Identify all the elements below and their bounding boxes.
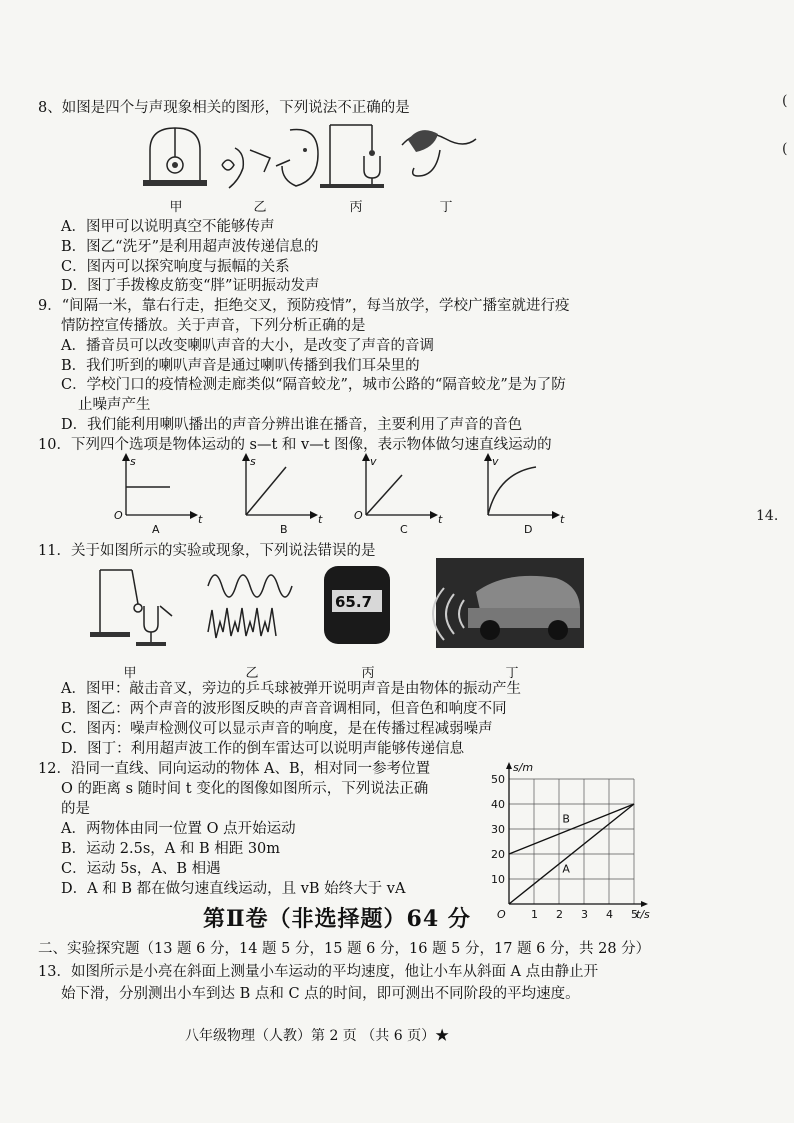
q9-stem-line2: 情防控宣传播放。关于声音，下列分析正确的是 [61, 318, 366, 334]
graph-c-xlabel: t [438, 513, 443, 526]
series-label-a: A [562, 862, 570, 876]
fork-and-ball-figure [90, 570, 172, 646]
graph-d-letter: D [524, 523, 533, 536]
x-tick-label: 2 [556, 908, 563, 921]
reversing-radar-figure [433, 558, 584, 648]
margin-question-number: 14. [756, 508, 779, 524]
q12-stem-line3: 的是 [61, 801, 90, 817]
graph-c-letter: C [400, 523, 408, 536]
q10-stem: 10．下列四个选项是物体运动的 s—t 和 v—t 图像，表示物体做匀速直线运动的 [38, 437, 552, 453]
q8-caption-bing: 丙 [349, 200, 363, 215]
q12-stem-line2: O 的距离 s 随时间 t 变化的图像如图所示，下列说法正确 [61, 781, 429, 797]
q8-option-d: D．图丁手拨橡皮筋变“胖”证明振动发声 [61, 278, 320, 294]
y-axis-label: s/m [513, 761, 534, 774]
tuning-fork-stand-figure [320, 125, 384, 188]
q9-option-a: A．播音员可以改变喇叭声音的大小，是改变了声音的音调 [61, 338, 434, 354]
graph-c-origin: O [354, 509, 363, 522]
q12-option-c: C．运动 5s，A、B 相遇 [61, 861, 221, 877]
q11-option-c: C．图丙：噪声检测仪可以显示声音的响度，是在传播过程减弱噪声 [61, 721, 493, 737]
q11-option-b: B．图乙：两个声音的波形图反映的声音音调相同，但音色和响度不同 [61, 701, 507, 717]
y-axis-arrow [506, 762, 512, 769]
section2-heading: 二、实验探究题（13 题 6 分，14 题 5 分，15 题 6 分，16 题 5 分，17 题 6 分，共 28 分） [38, 941, 651, 957]
margin-paren-1: ( [782, 93, 788, 109]
y-tick-label: 20 [491, 848, 505, 861]
graph-d [484, 453, 565, 536]
noise-meter-figure [324, 566, 390, 644]
x-axis-arrow [641, 901, 648, 907]
q8-caption-yi: 乙 [253, 200, 267, 215]
bell-jar-figure [143, 128, 207, 186]
q11-stem: 11．关于如图所示的实验或现象，下列说法错误的是 [38, 543, 376, 559]
graph-a-ylabel: s [130, 455, 136, 468]
q13-line1: 13．如图所示是小亮在斜面上测量小车运动的平均速度，他让小车从斜面 A 点由静止开 [38, 964, 599, 980]
q8-option-b: B．图乙“洗牙”是利用超声波传递信息的 [61, 239, 319, 255]
q9-option-c: C．学校门口的疫情检测走廊类似“隔音蛟龙”，城市公路的“隔音蛟龙”是为了防 [61, 377, 566, 393]
q11-caption-ding: 丁 [505, 666, 519, 681]
origin-label: O [497, 908, 506, 921]
graph-c-ylabel: v [370, 455, 377, 468]
q12-option-b: B．运动 2.5s，A 和 B 相距 30m [61, 841, 281, 857]
series-label-b: B [562, 812, 570, 826]
q8-option-a: A．图甲可以说明真空不能够传声 [61, 219, 275, 235]
q11-caption-jia: 甲 [123, 666, 137, 681]
q11-caption-bing: 丙 [361, 666, 375, 681]
q13-line2: 始下滑，分别测出小车到达 B 点和 C 点的时间，即可测出不同阶段的平均速度。 [61, 986, 580, 1002]
graph-a-xlabel: t [198, 513, 203, 526]
graph-b-xlabel: t [318, 513, 323, 526]
q12-stem-line1: 12．沿同一直线、同向运动的物体 A、B，相对同一参考位置 [38, 761, 431, 777]
q11-figures [88, 560, 588, 660]
waveform-figure [208, 575, 292, 638]
q9-stem-line1: 9．“间隔一米，靠右行走，拒绝交叉，预防疫情”，每当放学，学校广播室就进行疫 [38, 298, 570, 314]
graph-a-letter: A [152, 523, 160, 536]
y-tick-label: 50 [491, 773, 505, 786]
y-tick-label: 40 [491, 798, 505, 811]
x-tick-label: 3 [581, 908, 588, 921]
q10-graphs [110, 453, 580, 539]
q9-option-b: B．我们听到的喇叭声音是通过喇叭传播到我们耳朵里的 [61, 358, 420, 374]
q8-caption-ding: 丁 [439, 200, 453, 215]
x-tick-label: 5 [631, 908, 638, 921]
graph-b-letter: B [280, 523, 288, 536]
y-tick-label: 30 [491, 823, 505, 836]
q8-option-c: C．图丙可以探究响度与振幅的关系 [61, 259, 290, 275]
tooth-cleaning-figure [222, 148, 270, 188]
face-figure [276, 130, 318, 187]
x-axis-label: t/s [636, 908, 650, 921]
x-tick-label: 4 [606, 908, 613, 921]
q11-option-a: A．图甲：敲击音叉，旁边的乒乓球被弹开说明声音是由物体的振动产生 [61, 681, 521, 697]
q8-figures [140, 120, 480, 200]
x-tick-label: 1 [531, 908, 538, 921]
st-chart [485, 758, 665, 926]
graph-d-xlabel: t [560, 513, 565, 526]
q11-option-d: D．图丁：利用超声波工作的倒车雷达可以说明声能够传递信息 [61, 741, 465, 757]
graph-b [242, 453, 323, 536]
q11-caption-yi: 乙 [245, 666, 259, 681]
section2-title: 第Ⅱ卷（非选择题）64 分 [203, 906, 471, 932]
q8-caption-jia: 甲 [169, 200, 183, 215]
q12-option-a: A．两物体由同一位置 O 点开始运动 [61, 821, 296, 837]
page-footer: 八年级物理（人教）第 2 页 （共 6 页）★ [185, 1028, 450, 1044]
q8-stem: 8、如图是四个与声现象相关的图形，下列说法不正确的是 [38, 100, 410, 116]
graph-a [114, 453, 203, 536]
margin-paren-2: ( [782, 141, 788, 157]
graph-a-origin: O [114, 509, 123, 522]
q9-option-d: D．我们能利用喇叭播出的声音分辨出谁在播音，主要利用了声音的音色 [61, 417, 523, 433]
graph-d-ylabel: v [492, 455, 499, 468]
noise-meter-reading: 65.7 [335, 593, 373, 611]
q12-option-d: D．A 和 B 都在做匀速直线运动，且 vB 始终大于 vA [61, 881, 406, 897]
q9-option-c-cont: 止噪声产生 [78, 397, 151, 413]
rubber-band-figure [402, 130, 476, 176]
y-tick-label: 10 [491, 873, 505, 886]
graph-c [354, 453, 443, 536]
graph-b-ylabel: s [250, 455, 256, 468]
